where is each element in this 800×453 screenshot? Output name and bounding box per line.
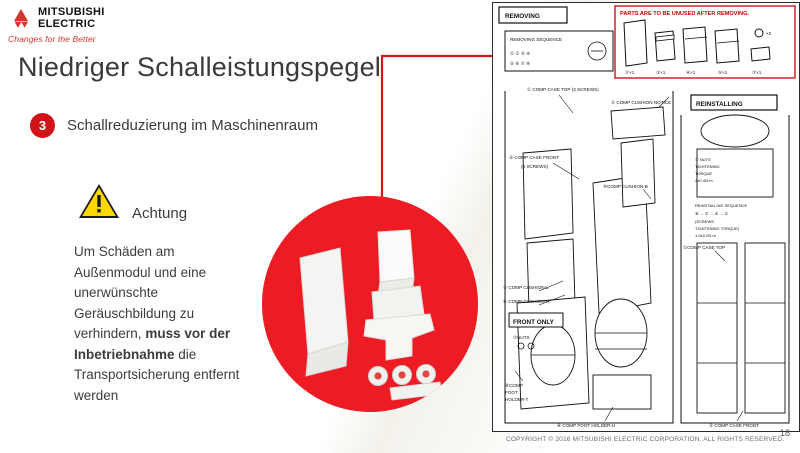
svg-text:FOOT: FOOT — [505, 390, 518, 395]
svg-text:⑧ COMP FOOT HOLDER-U: ⑧ COMP FOOT HOLDER-U — [557, 423, 616, 428]
svg-text:④COMP CUSHION-B: ④COMP CUSHION-B — [603, 184, 648, 189]
svg-text:① ② ③ ④: ① ② ③ ④ — [510, 51, 531, 56]
svg-text:4±0.4N·m: 4±0.4N·m — [695, 178, 713, 183]
svg-text:REMOVING: REMOVING — [505, 13, 540, 20]
svg-text:③×1: ③×1 — [656, 70, 666, 75]
svg-text:①COMP CASE TOP: ①COMP CASE TOP — [683, 245, 726, 250]
svg-text:⑧COMP: ⑧COMP — [505, 383, 523, 388]
svg-text:TIGHTENING: TIGHTENING — [695, 164, 720, 169]
section-bullet — [30, 113, 318, 138]
svg-text:FRONT ONLY: FRONT ONLY — [513, 319, 554, 326]
svg-text:⑦×1: ⑦×1 — [752, 70, 762, 75]
warning-body-part1: Um Schäden am Außenmodul und eine unerwünschte Geräuschbildung zu verhindern, — [74, 244, 207, 341]
svg-text:① COMP CASE TOP (3 SCREWS): ① COMP CASE TOP (3 SCREWS) — [527, 87, 599, 92]
brand-name: MITSUBISHI ELECTRIC — [38, 6, 105, 30]
svg-text:③ COMP CASE FRONT: ③ COMP CASE FRONT — [709, 423, 759, 428]
transport-brace-photo — [262, 196, 478, 412]
svg-text:1.5±0.2N·m: 1.5±0.2N·m — [695, 233, 716, 238]
svg-text:(6 SCREWS): (6 SCREWS) — [521, 164, 549, 169]
svg-text:④×1: ④×1 — [686, 70, 696, 75]
page-number: 18 — [779, 428, 790, 438]
svg-text:⑥ COMP CUSHION-R: ⑥ COMP CUSHION-R — [503, 299, 550, 304]
svg-text:⑤ ⑥ ⑦ ⑧: ⑤ ⑥ ⑦ ⑧ — [510, 61, 531, 66]
technical-drawing — [493, 3, 799, 431]
svg-text:REMOVING SEQUENCE: REMOVING SEQUENCE — [510, 37, 563, 42]
brand-tagline: Changes for the Better — [8, 34, 96, 44]
svg-text:⑦ NUTS: ⑦ NUTS — [695, 157, 711, 162]
svg-text:PARTS ARE TO BE UNUSED AFTER R: PARTS ARE TO BE UNUSED AFTER REMOVING. — [620, 11, 749, 17]
svg-text:REINSTALLING SEQUENCE: REINSTALLING SEQUENCE — [695, 203, 748, 208]
svg-text:×2: ×2 — [766, 31, 772, 36]
warning-body — [74, 242, 252, 406]
svg-text:REINSTALLING: REINSTALLING — [696, 101, 743, 108]
technical-drawing-panel — [492, 2, 800, 432]
brand-logo — [8, 6, 218, 48]
svg-text:②×1: ②×1 — [625, 70, 635, 75]
svg-text:② COMP CUSHION NOTICE: ② COMP CUSHION NOTICE — [611, 100, 672, 105]
svg-text:⑧ → ⑦ → ③ → ①: ⑧ → ⑦ → ③ → ① — [695, 211, 729, 216]
svg-text:TIGHTENING TORQUE): TIGHTENING TORQUE) — [695, 226, 740, 231]
svg-text:⑦NUTS: ⑦NUTS — [513, 335, 530, 340]
warning-heading: Achtung — [132, 205, 188, 222]
mitsubishi-diamond-icon — [8, 8, 34, 32]
photo-contents — [262, 196, 478, 412]
warning-body-bold: muss vor der Inbetriebnahme — [74, 326, 231, 362]
section-number-badge: 3 — [30, 113, 55, 138]
svg-text:⑤ COMP CUSHION-L: ⑤ COMP CUSHION-L — [503, 285, 549, 290]
svg-text:③ COMP CASE FRONT: ③ COMP CASE FRONT — [509, 155, 559, 160]
svg-text:(SCREWS: (SCREWS — [695, 219, 714, 224]
warning-body-part2: die Transportsicherung entfernt werden — [74, 346, 240, 403]
svg-text:HOLDER-T: HOLDER-T — [505, 397, 529, 402]
section-title: Schallreduzierung im Maschinenraum — [67, 117, 318, 134]
warning-triangle-icon — [78, 182, 120, 220]
svg-text:⑤×1: ⑤×1 — [718, 70, 728, 75]
page-title: Niedriger Schalleistungspegel — [18, 52, 382, 82]
copyright-text: COPYRIGHT © 2016 MITSUBISHI ELECTRIC CORPORATION. ALL RIGHTS RESERVED. — [506, 436, 785, 443]
svg-text:TORQUE: TORQUE — [695, 171, 713, 176]
